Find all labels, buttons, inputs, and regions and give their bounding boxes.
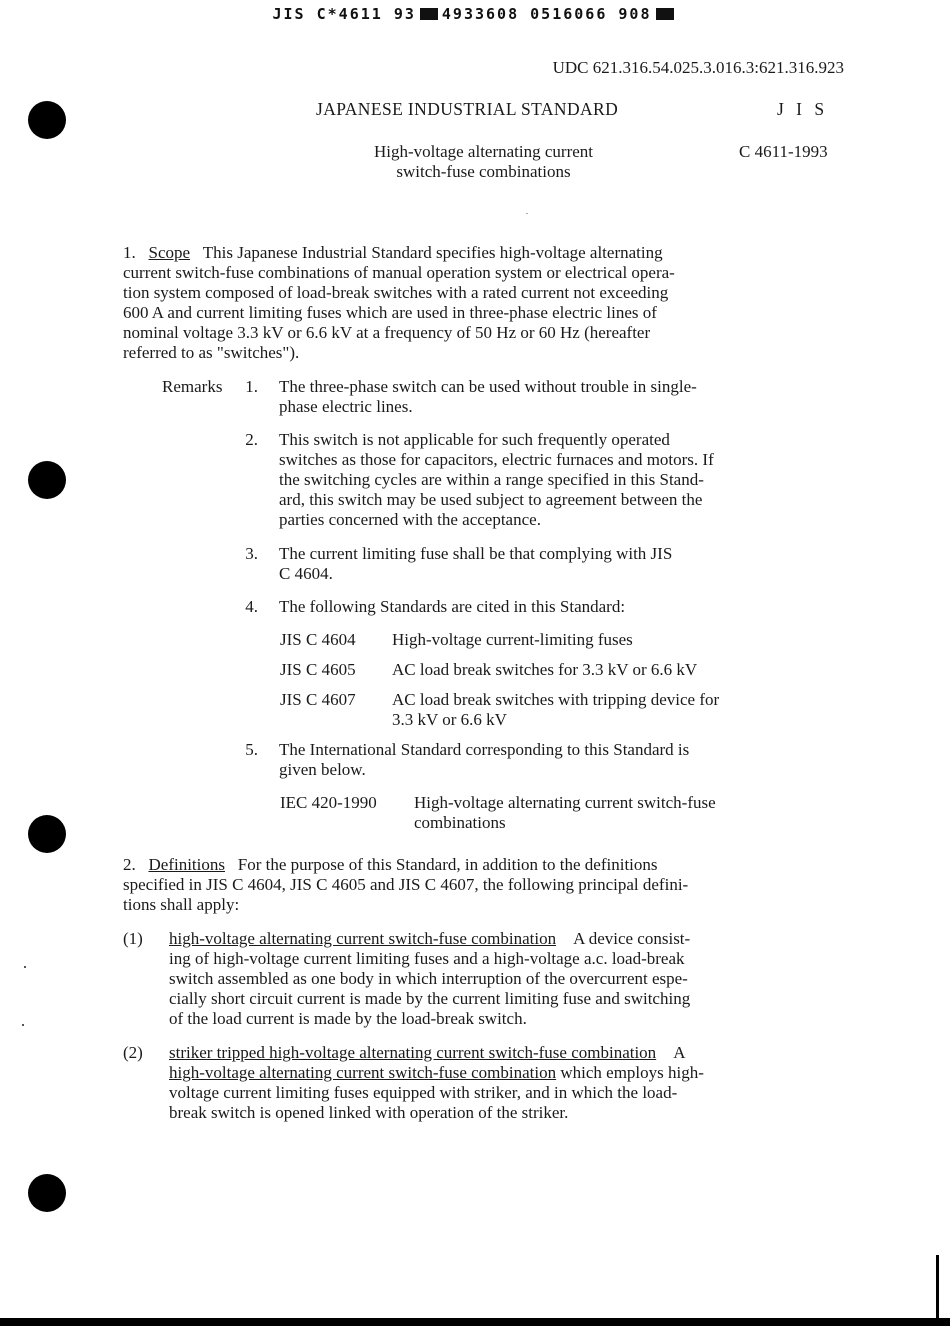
remark-3: The current limiting fuse shall be that complying with JIS C 4604. bbox=[279, 544, 673, 583]
definitions-line: tions shall apply: bbox=[123, 895, 240, 914]
barcode-block bbox=[656, 8, 674, 20]
jis-mark: J I S bbox=[777, 99, 829, 119]
scope-heading: Scope bbox=[148, 243, 191, 262]
remark-number: 2. bbox=[245, 430, 258, 449]
definition-number: (2) bbox=[123, 1043, 143, 1062]
scope-line: current switch-fuse combinations of manual operation system or electrical opera- bbox=[123, 263, 675, 282]
standard-number: C 4611-1993 bbox=[739, 142, 828, 161]
cited-standard-title: AC load break switches for 3.3 kV or 6.6 kV bbox=[392, 660, 698, 679]
scope-number: 1. bbox=[123, 243, 136, 262]
punch-hole bbox=[28, 101, 66, 139]
scope-line: 1. Scope This Japanese Industrial Standard specifies high-voltage alternating bbox=[123, 243, 663, 262]
iec-standard-title: High-voltage alternating current switch-fuse combinations bbox=[414, 793, 716, 832]
barcode-block bbox=[420, 8, 438, 20]
remarks-label: Remarks bbox=[162, 377, 223, 396]
punch-hole bbox=[28, 815, 66, 853]
cited-standard-code: JIS C 4604 bbox=[280, 630, 356, 649]
definitions-number: 2. bbox=[123, 855, 136, 874]
cited-standard-title: High-voltage current-limiting fuses bbox=[392, 630, 633, 649]
scan-speck bbox=[22, 1024, 24, 1026]
iec-standard-code: IEC 420-1990 bbox=[280, 793, 377, 812]
punch-hole bbox=[28, 461, 66, 499]
scope-line: nominal voltage 3.3 kV or 6.6 kV at a frequency of 50 Hz or 60 Hz (hereafter bbox=[123, 323, 651, 342]
definition-number: (1) bbox=[123, 929, 143, 948]
title-line-2: switch-fuse combinations bbox=[396, 162, 571, 181]
remark-4: The following Standards are cited in this Standard: bbox=[279, 597, 626, 616]
definitions-line: specified in JIS C 4604, JIS C 4605 and JIS C 4607, the following principal defini- bbox=[123, 875, 689, 894]
barcode-header bbox=[0, 4, 950, 24]
remark-number: 4. bbox=[245, 597, 258, 616]
punch-hole bbox=[28, 1174, 66, 1212]
definitions-paragraph bbox=[123, 855, 823, 915]
page-bottom-edge bbox=[0, 1318, 950, 1326]
definition-term: striker tripped high-voltage alternating current switch-fuse combination bbox=[169, 1043, 657, 1062]
cited-standard-code: JIS C 4605 bbox=[280, 660, 356, 679]
remark-number: 1. bbox=[245, 377, 258, 396]
definition-term: high-voltage alternating current switch-fuse combination bbox=[169, 929, 557, 948]
scan-dot bbox=[526, 213, 528, 214]
definition-2: striker tripped high-voltage alternating current switch-fuse combination A high-voltage alternating current switch-fuse combination which employs high- voltage current limiting fuses equipped with striker, and in which the load- break switch is opened linked with operation of the striker. bbox=[169, 1043, 704, 1122]
remark-1: The three-phase switch can be used without trouble in single- phase electric lines. bbox=[279, 377, 697, 416]
cited-standard-code: JIS C 4607 bbox=[280, 690, 356, 709]
scope-line: 600 A and current limiting fuses which are used in three-phase electric lines of bbox=[123, 303, 657, 322]
document-title bbox=[326, 142, 641, 182]
definitions-line: 2. Definitions For the purpose of this Standard, in addition to the definitions bbox=[123, 855, 658, 874]
udc-code: UDC 621.316.54.025.3.016.3:621.316.923 bbox=[552, 58, 844, 77]
remark-2: This switch is not applicable for such frequently operated switches as those for capacitors, electric furnaces and motors. If the switching cycles are within a range specified in this Stand- ard, this switch may be used subject to agreement between the parties concerned with the acceptance. bbox=[279, 430, 714, 529]
remark-number: 5. bbox=[245, 740, 258, 759]
scope-line: referred to as "switches"). bbox=[123, 343, 300, 362]
barcode-code-b: 4933608 0516066 908 bbox=[441, 5, 652, 23]
definition-1: high-voltage alternating current switch-fuse combination A device consist- ing of high-voltage current limiting fuses and a high-voltage a.c. load-break switch assembled as one body in which interruption of the overcurrent espe- cially short circuit current is made by the current limiting fuse and switching of the load current is made by the load-break switch. bbox=[169, 929, 691, 1028]
standard-name: JAPANESE INDUSTRIAL STANDARD bbox=[316, 99, 619, 119]
remark-number: 3. bbox=[245, 544, 258, 563]
title-line-1: High-voltage alternating current bbox=[373, 142, 594, 161]
scan-speck bbox=[24, 966, 26, 968]
scope-line: tion system composed of load-break switches with a rated current not exceeding bbox=[123, 283, 669, 302]
scope-paragraph bbox=[123, 243, 823, 363]
page-edge-mark bbox=[936, 1255, 939, 1323]
cited-standard-title: AC load break switches with tripping device for 3.3 kV or 6.6 kV bbox=[392, 690, 720, 729]
definition-term-continued: high-voltage alternating current switch-fuse combination bbox=[169, 1063, 557, 1082]
barcode-code-a: JIS C*4611 93 bbox=[272, 5, 416, 23]
definitions-heading: Definitions bbox=[148, 855, 225, 874]
remark-5: The International Standard corresponding to this Standard is given below. bbox=[279, 740, 690, 779]
